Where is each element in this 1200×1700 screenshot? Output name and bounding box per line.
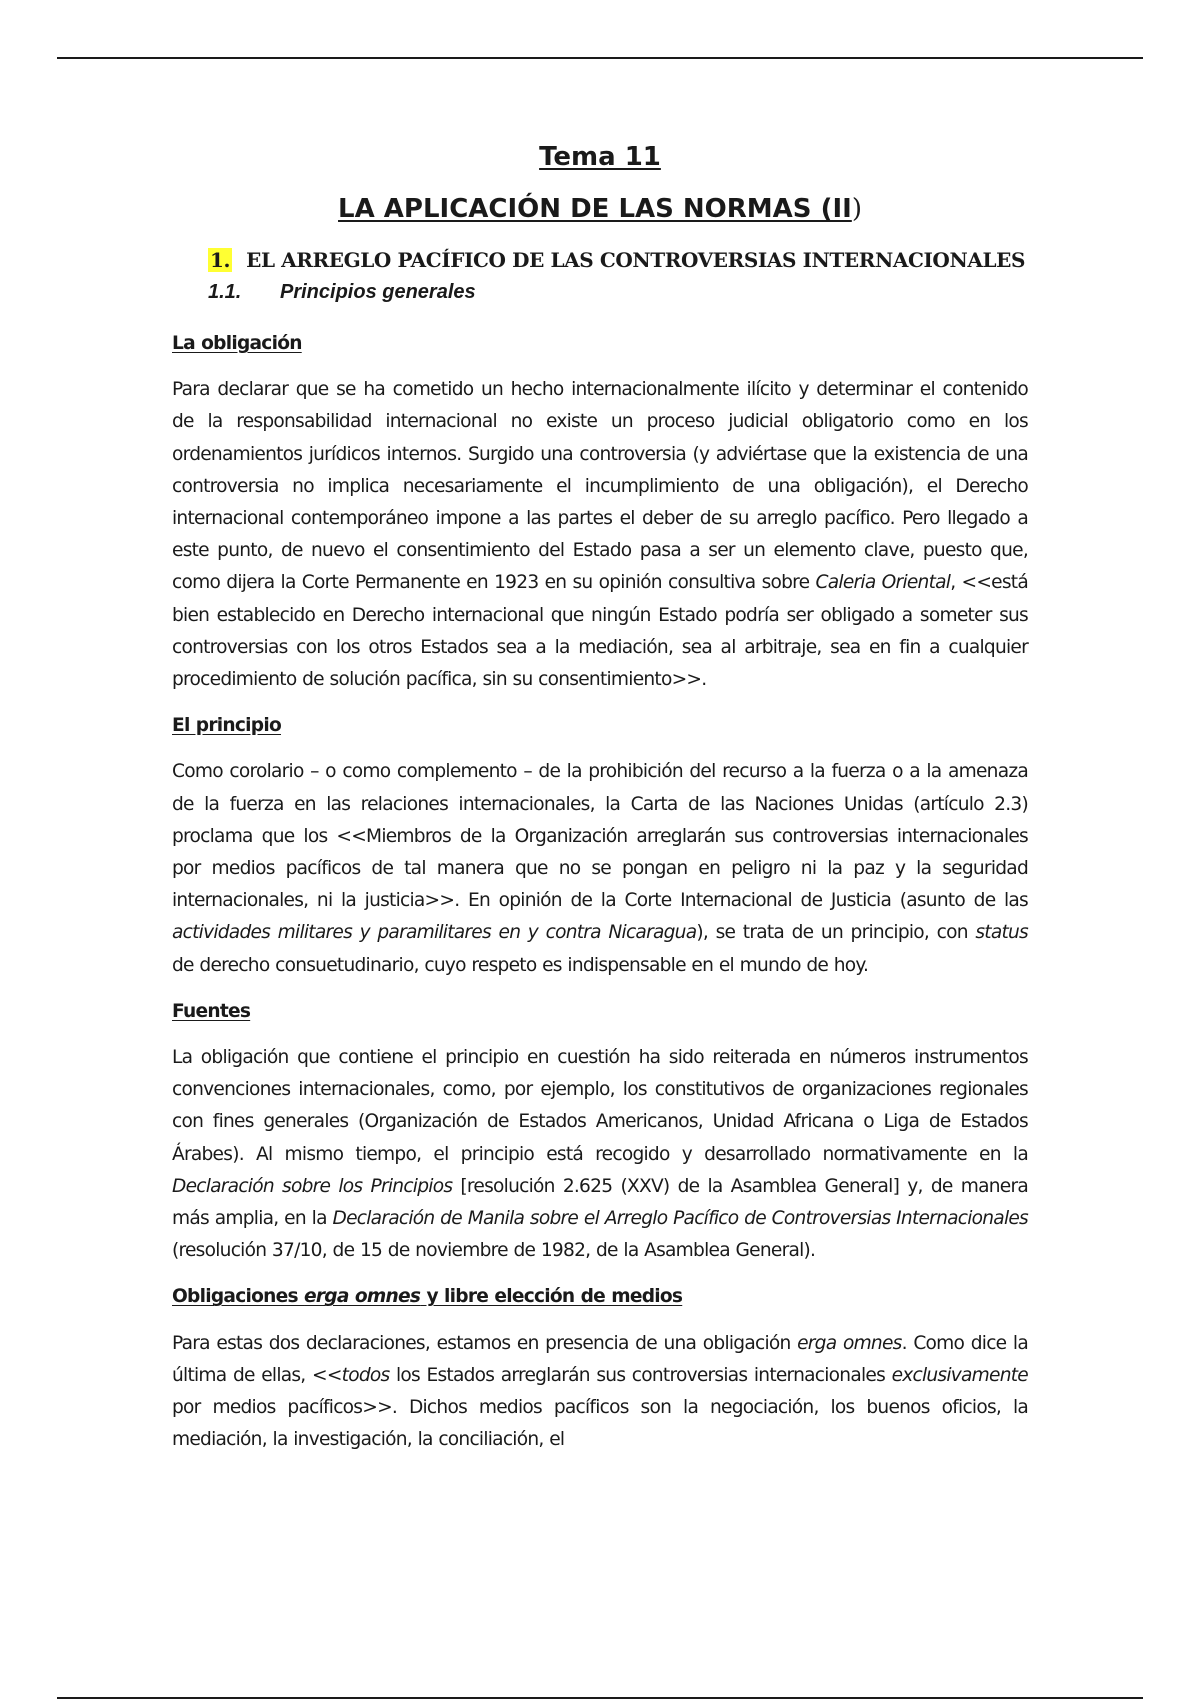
heading-fuentes: Fuentes <box>172 1000 251 1022</box>
heading-la-obligacion: La obligación <box>172 333 302 354</box>
section-heading-1 <box>208 248 1025 272</box>
document-title: Tema 11 <box>539 142 661 172</box>
document-body <box>172 328 1028 1457</box>
footer-rule <box>57 1697 1143 1699</box>
heading-obligaciones-erga-omnes: Obligaciones erga omnes y libre elección de medios <box>172 1286 683 1308</box>
heading-el-principio: El principio <box>172 715 281 737</box>
section-title: EL ARREGLO PACÍFICO DE LAS CONTROVERSIAS INTERNACIONALES <box>246 248 1025 272</box>
subsection-title: Principios generales <box>280 281 476 303</box>
paragraph-obligaciones-erga-omnes: Para estas dos declaraciones, estamos en presencia de una obligación erga omnes. Como dice la última de ellas, <<todos los Estados arreglarán sus controversias internacionales exclusivamente por medios pacíficos>>. Dichos medios pacíficos son la negociación, los buenos oficios, la mediación, la investigación, la conciliación, el <box>172 1332 1028 1451</box>
paragraph-el-principio: Como corolario – o como complemento – de la prohibición del recurso a la fuerza o a la amenaza de la fuerza en las relaciones internacionales, la Carta de las Naciones Unidas (artículo 2.3) proclama que los <<Miembros de la Organización arreglarán sus controversias internacionales por medios pacíficos de tal manera que no se pongan en peligro ni la paz y la seguridad internacionales, ni la justicia>>. En opinión de la Corte Internacional de Justicia (asunto de las actividades militares y paramilitares en y contra Nicaragua), se trata de un principio, con status de derecho consuetudinario, cuyo respeto es indispensable en el mundo de hoy. <box>172 761 1028 976</box>
document-subtitle: LA APLICACIÓN DE LAS NORMAS (II) <box>338 194 862 224</box>
header-rule <box>57 57 1143 59</box>
subsection-heading-1-1 <box>208 281 476 304</box>
paragraph-fuentes: La obligación que contiene el principio en cuestión ha sido reiterada en números instrumentos convenciones internacionales, como, por ejemplo, los constitutivos de organizaciones regionales con fines generales (Organización de Estados Americanos, Unidad Africana o Liga de Estados Árabes). Al mismo tiempo, el principio está recogido y desarrollado normativamente en la Declaración sobre los Principios [resolución 2.625 (XXV) de la Asamblea General] y, de manera más amplia, en la Declaración de Manila sobre el Arreglo Pacífico de Controversias Internacionales (resolución 37/10, de 15 de noviembre de 1982, de la Asamblea General). <box>172 1047 1028 1262</box>
section-number-highlighted: 1. <box>210 248 231 272</box>
subsection-number: 1.1. <box>208 281 242 303</box>
paragraph-la-obligacion: Para declarar que se ha cometido un hecho internacionalmente ilícito y determinar el contenido de la responsabilidad internacional no existe un proceso judicial obligatorio como en los ordenamientos jurídicos internos. Surgido una controversia (y adviértase que la existencia de una controversia no implica necesariamente el incumplimiento de una obligación), el Derecho internacional contemporáneo impone a las partes el deber de su arreglo pacífico. Pero llegado a este punto, de nuevo el consentimiento del Estado pasa a ser un elemento clave, puesto que, como dijera la Corte Permanente en 1923 en su opinión consultiva sobre Caleria Oriental, <<está bien establecido en Derecho internacional que ningún Estado podría ser obligado a someter sus controversias con los otros Estados sea a la mediación, sea al arbitraje, sea en fin a cualquier procedimiento de solución pacífica, sin su consentimiento>>. <box>172 379 1028 691</box>
